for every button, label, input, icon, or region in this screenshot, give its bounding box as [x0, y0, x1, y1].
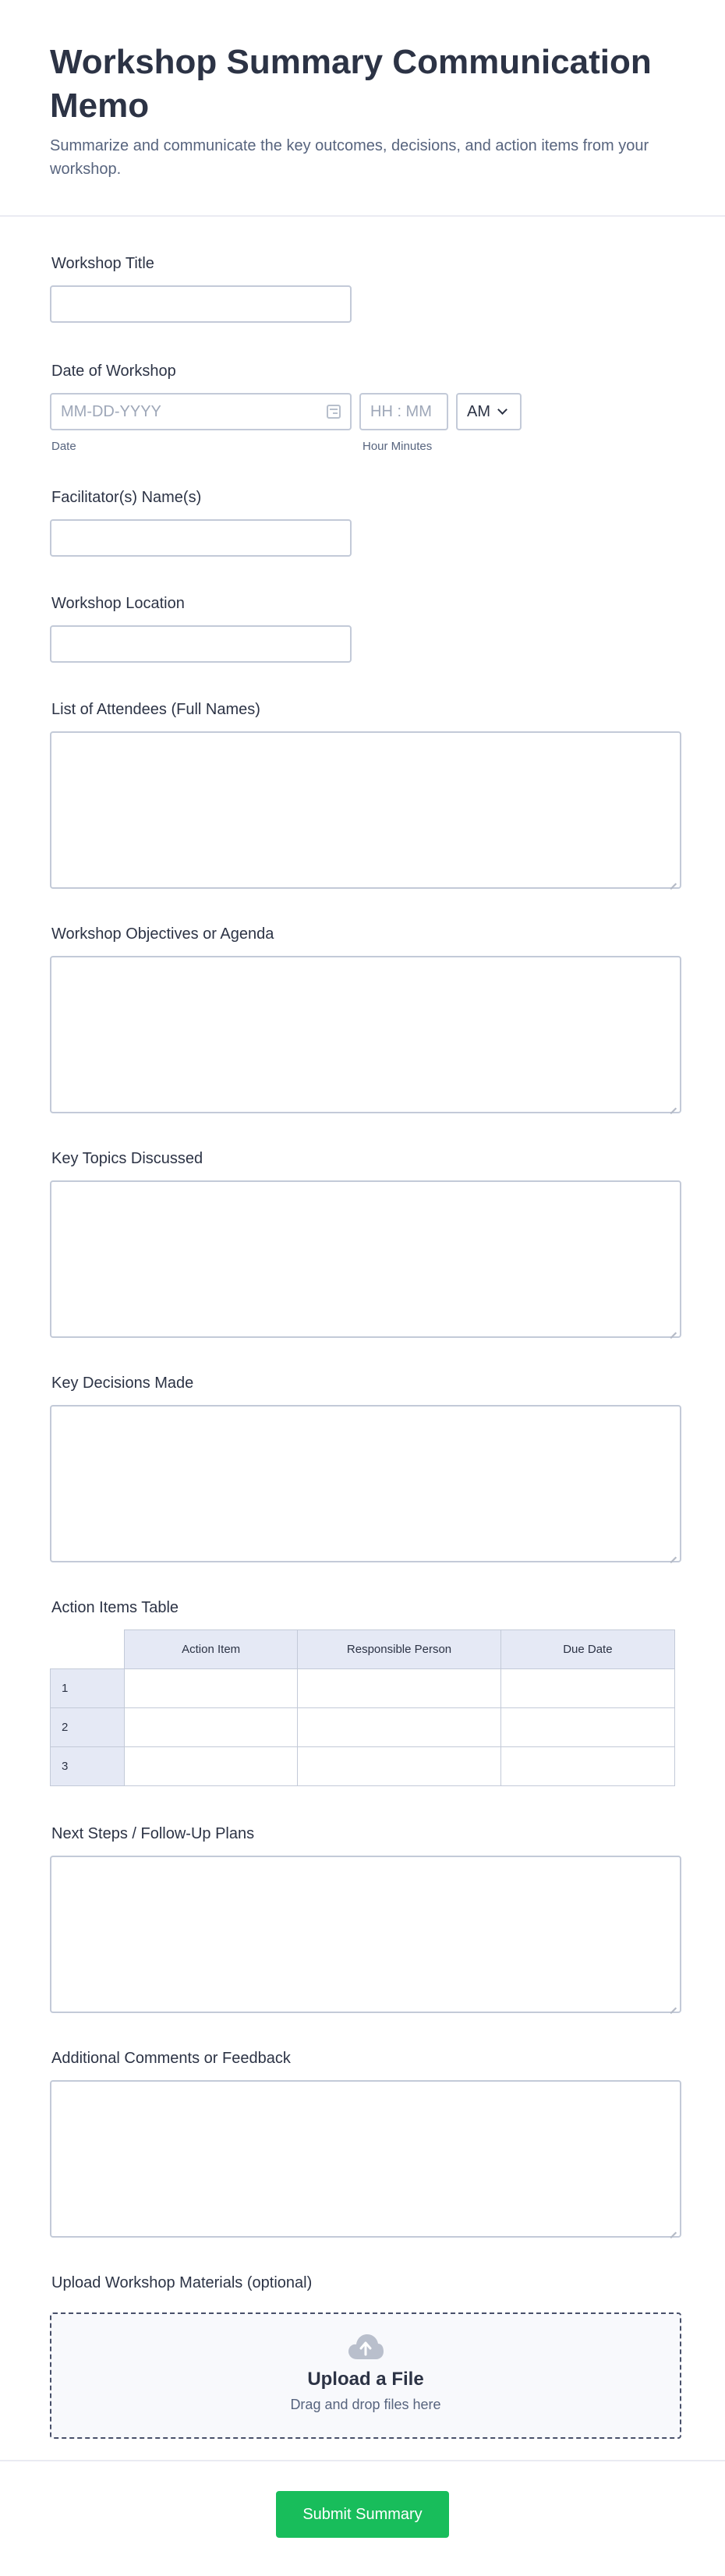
action-items-label: Action Items Table [51, 1599, 179, 1616]
date-sublabel: Date [51, 440, 76, 453]
objectives-textarea[interactable] [50, 956, 681, 1113]
topics-label: Key Topics Discussed [51, 1150, 203, 1167]
resize-handle-icon[interactable] [669, 1325, 677, 1333]
table-row [51, 1669, 675, 1708]
chevron-down-icon [497, 405, 508, 415]
workshop-title-label: Workshop Title [51, 255, 154, 272]
resize-handle-icon[interactable] [669, 1550, 677, 1558]
objectives-field [50, 923, 675, 1148]
table-cell-input[interactable] [500, 1708, 674, 1747]
column-header: Due Date [500, 1630, 674, 1669]
ampm-col [448, 393, 522, 453]
column-header: Action Item [124, 1630, 297, 1669]
location-label: Workshop Location [51, 595, 185, 612]
upload-title: Upload a File [307, 2369, 424, 2390]
table-cell-input[interactable] [298, 1669, 500, 1708]
table-header-row [51, 1630, 675, 1669]
attendees-field [50, 699, 675, 923]
table-row [51, 1708, 675, 1747]
table-cell-input[interactable] [298, 1747, 500, 1786]
table-cell-input[interactable] [298, 1708, 500, 1747]
table-cell-input[interactable] [124, 1747, 297, 1786]
comments-field [50, 2047, 675, 2272]
decisions-field [50, 1372, 675, 1597]
time-col [352, 393, 448, 453]
upload-subtitle: Drag and drop files here [290, 2397, 441, 2412]
table-cell-input[interactable] [124, 1708, 297, 1747]
facilitators-label: Facilitator(s) Name(s) [51, 489, 202, 506]
workshop-title-field [50, 253, 675, 360]
submit-button[interactable]: Submit Summary [276, 2491, 449, 2538]
action-items-table [50, 1629, 675, 1786]
time-placeholder: HH : MM [370, 402, 432, 420]
comments-label: Additional Comments or Feedback [51, 2050, 291, 2067]
facilitators-input[interactable] [50, 519, 352, 557]
row-header: 1 [51, 1669, 125, 1708]
row-header: 2 [51, 1708, 125, 1747]
resize-handle-icon[interactable] [669, 2225, 677, 2233]
decisions-label: Key Decisions Made [51, 1375, 194, 1392]
location-field [50, 593, 675, 699]
attendees-label: List of Attendees (Full Names) [51, 701, 260, 718]
calendar-icon[interactable] [327, 405, 341, 419]
comments-textarea[interactable] [50, 2080, 681, 2238]
upload-field [50, 2272, 675, 2439]
table-cell-input[interactable] [124, 1669, 297, 1708]
date-input[interactable] [50, 393, 352, 430]
upload-dropzone[interactable] [50, 2312, 681, 2439]
table-cell-input[interactable] [500, 1669, 674, 1708]
time-input[interactable] [359, 393, 448, 430]
row-header: 3 [51, 1747, 125, 1786]
date-label: Date of Workshop [51, 363, 176, 380]
ampm-value: AM [467, 402, 490, 420]
location-input[interactable] [50, 625, 352, 663]
topics-field [50, 1148, 675, 1372]
next-steps-textarea[interactable] [50, 1856, 681, 2013]
table-row [51, 1747, 675, 1786]
objectives-label: Workshop Objectives or Agenda [51, 925, 274, 943]
date-col [50, 393, 352, 453]
attendees-textarea[interactable] [50, 731, 681, 889]
action-items-field [50, 1597, 675, 1823]
form-footer [0, 2460, 725, 2576]
resize-handle-icon[interactable] [669, 876, 677, 884]
resize-handle-icon[interactable] [669, 2001, 677, 2008]
next-steps-label: Next Steps / Follow-Up Plans [51, 1825, 255, 1842]
decisions-textarea[interactable] [50, 1405, 681, 1562]
column-header: Responsible Person [298, 1630, 500, 1669]
facilitators-field [50, 487, 675, 593]
upload-label: Upload Workshop Materials (optional) [51, 2274, 313, 2291]
next-steps-field [50, 1823, 675, 2047]
table-corner [51, 1630, 125, 1669]
table-cell-input[interactable] [500, 1747, 674, 1786]
topics-textarea[interactable] [50, 1180, 681, 1338]
form-title: Workshop Summary Communication Memo [50, 43, 652, 125]
date-field [50, 360, 675, 487]
cloud-upload-icon [347, 2333, 384, 2361]
resize-handle-icon[interactable] [669, 1101, 677, 1109]
form-body [0, 217, 725, 2439]
workshop-title-input[interactable] [50, 285, 352, 323]
form-header [0, 0, 725, 217]
date-placeholder: MM-DD-YYYY [61, 402, 161, 420]
form-subtitle: Summarize and communicate the key outcomes, decisions, and action items from your workshop. [50, 137, 649, 178]
date-row [50, 393, 675, 453]
ampm-select[interactable] [456, 393, 522, 430]
time-sublabel: Hour Minutes [362, 440, 433, 453]
